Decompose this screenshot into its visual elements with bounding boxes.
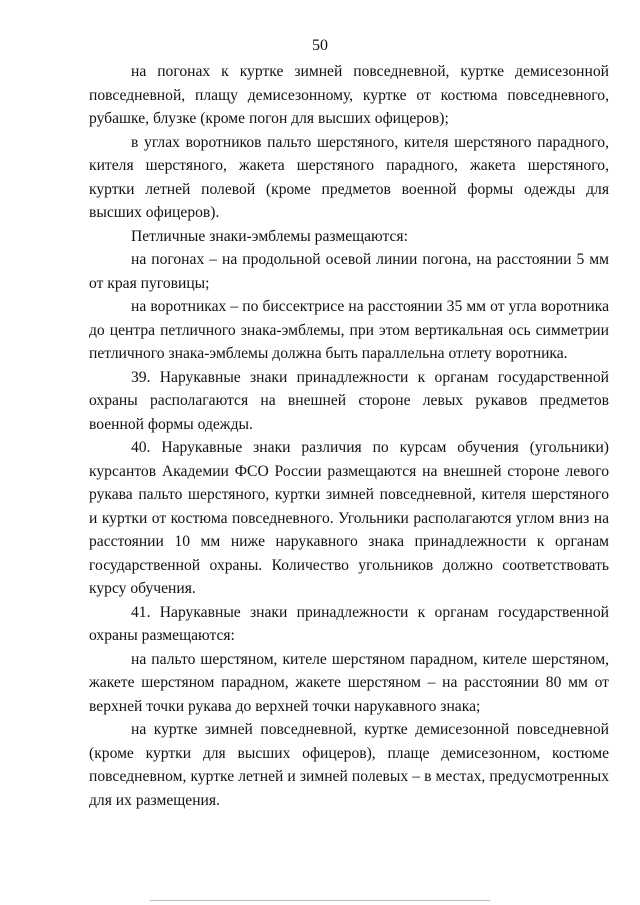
document-body xyxy=(89,60,609,812)
paragraph-sleeve-designated: на куртке зимней повседневной, куртке демисезонной повседневной (кроме куртки для высших офицеров), плаще демисезонном, костюме повседневном, куртке летней и зимней полевых – в местах, предусмотренных для их размещения. xyxy=(89,721,609,809)
paragraph-section-41: 41. Нарукавные знаки принадлежности к органам государственной охраны размещаются: xyxy=(89,603,609,644)
paragraph-collar-corners: в углах воротников пальто шерстяного, кителя шерстяного парадного, кителя шерстяного, жакета шерстяного парадного, жакета шерстяного, куртки летней полевой (кроме предметов военной формы одежды для высших офицеров). xyxy=(89,133,609,221)
page-number: 50 xyxy=(312,37,328,54)
paragraph-emblems-on-collars: на воротниках – по биссектрисе на расстоянии 35 мм от угла воротника до центра петличного знака-эмблемы, при этом вертикальная ось симметрии петличного знака-эмблемы должна быть параллельна отлету воротника. xyxy=(89,298,609,362)
paragraph-shoulder-boards: на погонах к куртке зимней повседневной, куртке демисезонной повседневной, плащу демисезонному, куртке от костюма повседневного, рубашке, блузке (кроме погон для высших офицеров); xyxy=(89,63,609,127)
page-bottom-edge xyxy=(150,900,490,901)
paragraph-sleeve-80mm: на пальто шерстяном, кителе шерстяном парадном, кителе шерстяном, жакете шерстяном парадном, жакете шерстяном – на расстоянии 80 мм от верхней точки рукава до верхней точки нарукавного знака; xyxy=(89,650,609,715)
paragraph-emblems-heading: Петличные знаки-эмблемы размещаются: xyxy=(131,227,408,245)
paragraph-section-39: 39. Нарукавные знаки принадлежности к органам государственной охраны располагаются на внешней стороне левых рукавов предметов военной формы одежды. xyxy=(89,368,609,433)
paragraph-emblems-on-boards: на погонах – на продольной осевой линии погона, на расстоянии 5 мм от края пуговицы; xyxy=(89,251,609,292)
paragraph-section-40: 40. Нарукавные знаки различия по курсам обучения (угольники) курсантов Академии ФСО России размещаются на внешней стороне левого рукава пальто шерстяного, куртки зимней повседневной, кителя шерстяного и куртки от костюма повседневного. Угольники располагаются углом вниз на расстоянии 10 мм ниже нарукавного знака принадлежности к органам государственной охраны. Количество угольников должно соответствовать курсу обучения. xyxy=(89,439,609,597)
